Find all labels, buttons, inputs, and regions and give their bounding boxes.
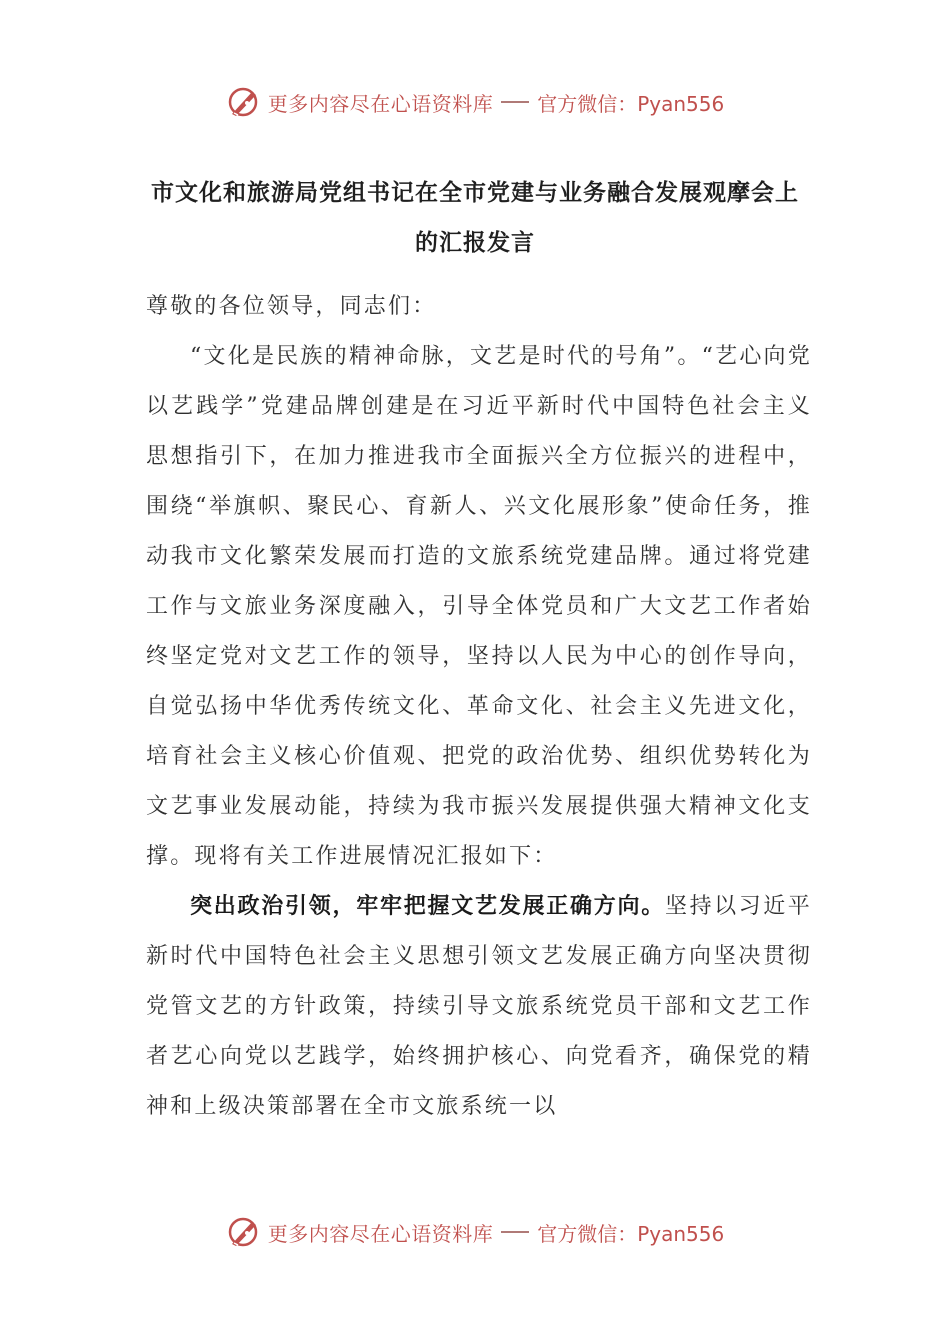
paragraph-intro: “文化是民族的精神命脉，文艺是时代的号角”。“艺心向党以艺践学”党建品牌创建是在习近平新时代中国特色社会主义思想指引下，在加力推进我市全面振兴全方位振兴的进程中，围绕“举旗帜、聚民心、育新人、兴文化展形象”使命任务，推动我市文化繁荣发展而打造的文旅系统党建品牌。通过将党建工作与文旅业务深度融入，引导全体党员和广大文艺工作者始终坚定党对文艺工作的领导，坚持以人民为中心的创作导向，自觉弘扬中华优秀传统文化、革命文化、社会主义先进文化，培育社会主义核心价值观、把党的政治优势、组织优势转化为文艺事业发展动能，持续为我市振兴发展提供强大精神文化支撑。现将有关工作进展情况汇报如下： — [146, 344, 812, 869]
document-body — [146, 282, 812, 1132]
banner-dash — [501, 1231, 529, 1233]
banner-text: 更多内容尽在心语资料库 — [267, 91, 494, 116]
banner-text: 更多内容尽在心语资料库 — [267, 1221, 494, 1246]
document-title: 市文化和旅游局党组书记在全市党建与业务融合发展观摩会上的汇报发言 — [151, 180, 799, 256]
paragraph-section-1 — [146, 882, 812, 1132]
section-1-body: 坚持以习近平新时代中国特色社会主义思想引领文艺发展正确方向坚决贯彻党管文艺的方针政策，持续引导文旅系统党员干部和文艺工作者艺心向党以艺践学，始终拥护核心、向党看齐，确保党的精神和上级决策部署在全市文旅系统一以 — [146, 894, 812, 1119]
footer-watermark-banner — [0, 1212, 950, 1252]
banner-dash — [501, 101, 529, 103]
pen-in-circle-icon — [226, 1214, 262, 1250]
banner-wechat: 官方微信：Pyan556 — [537, 91, 725, 116]
section-1-heading: 突出政治引领，牢牢把握文艺发展正确方向。 — [190, 894, 666, 919]
salutation: 尊敬的各位领导，同志们： — [146, 294, 437, 319]
pen-in-circle-icon — [226, 84, 262, 120]
banner-wechat: 官方微信：Pyan556 — [537, 1221, 725, 1246]
header-watermark-banner — [0, 82, 950, 122]
